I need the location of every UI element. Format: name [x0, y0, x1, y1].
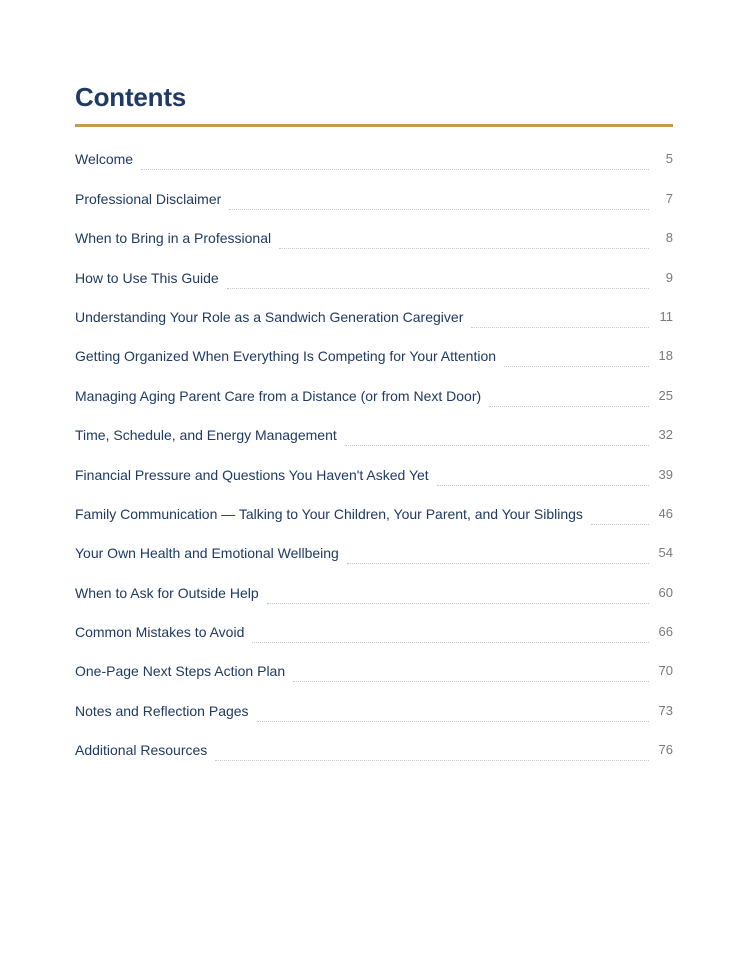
dot-leader — [215, 759, 649, 761]
toc-entry[interactable] — [75, 728, 673, 767]
toc-entry-page: 11 — [659, 308, 673, 324]
dot-leader — [347, 562, 649, 564]
toc-entry-page: 9 — [665, 269, 673, 285]
page-title: Contents — [75, 82, 187, 112]
dot-leader — [141, 168, 649, 170]
toc-entry-label: When to Ask for Outside Help — [75, 584, 259, 601]
toc-entry-page: 7 — [665, 190, 673, 206]
toc-entry-label: How to Use This Guide — [75, 269, 219, 286]
toc-entry-page: 39 — [658, 466, 673, 482]
table-of-contents — [75, 137, 673, 767]
toc-entry[interactable] — [75, 176, 673, 215]
toc-entry-label: Additional Resources — [75, 742, 208, 759]
title-divider — [75, 124, 673, 127]
toc-entry[interactable] — [75, 216, 673, 255]
toc-entry[interactable] — [75, 334, 673, 373]
toc-entry[interactable] — [75, 492, 673, 531]
toc-entry-page: 18 — [658, 348, 673, 364]
toc-entry-page: 76 — [658, 742, 673, 758]
toc-entry-label: Financial Pressure and Questions You Haven't Asked Yet — [75, 466, 429, 483]
dot-leader — [267, 602, 649, 604]
toc-entry[interactable] — [75, 413, 673, 452]
toc-entry-page: 5 — [665, 151, 673, 167]
toc-entry[interactable] — [75, 610, 673, 649]
toc-entry-label: Getting Organized When Everything Is Competing for Your Attention — [75, 348, 497, 365]
toc-entry-label: Managing Aging Parent Care from a Distance (or from Next Door) — [75, 387, 482, 404]
toc-entry[interactable] — [75, 373, 673, 412]
toc-entry-label: One-Page Next Steps Action Plan — [75, 663, 286, 680]
toc-entry-label: Understanding Your Role as a Sandwich Generation Caregiver — [75, 308, 464, 325]
toc-entry[interactable] — [75, 688, 673, 727]
toc-entry[interactable] — [75, 649, 673, 688]
dot-leader — [471, 326, 649, 328]
toc-entry-label: When to Bring in a Professional — [75, 230, 272, 247]
toc-entry[interactable] — [75, 452, 673, 491]
toc-entry-page: 8 — [665, 230, 673, 246]
toc-entry[interactable] — [75, 295, 673, 334]
dot-leader — [293, 680, 649, 682]
toc-entry-page: 66 — [658, 624, 673, 640]
toc-entry-label: Notes and Reflection Pages — [75, 702, 249, 719]
dot-leader — [227, 287, 649, 289]
dot-leader — [257, 720, 649, 722]
dot-leader — [504, 365, 649, 367]
toc-entry[interactable] — [75, 570, 673, 609]
toc-entry-label: Professional Disclaimer — [75, 190, 222, 207]
toc-entry[interactable] — [75, 137, 673, 176]
dot-leader — [489, 405, 649, 407]
toc-entry-page: 32 — [658, 427, 673, 443]
dot-leader — [591, 523, 649, 525]
toc-entry[interactable] — [75, 255, 673, 294]
dot-leader — [252, 641, 649, 643]
toc-entry-page: 46 — [658, 505, 673, 521]
toc-entry-page: 73 — [658, 702, 673, 718]
toc-entry-label: Common Mistakes to Avoid — [75, 624, 245, 641]
toc-entry-page: 25 — [658, 387, 673, 403]
toc-entry-label: Time, Schedule, and Energy Management — [75, 427, 337, 444]
toc-entry-label: Family Communication — Talking to Your Children, Your Parent, and Your Siblings — [75, 505, 583, 522]
toc-entry-page: 70 — [658, 663, 673, 679]
dot-leader — [229, 208, 649, 210]
toc-entry-page: 60 — [658, 584, 673, 600]
toc-entry-page: 54 — [658, 545, 673, 561]
contents-page — [75, 80, 673, 767]
dot-leader — [279, 247, 649, 249]
dot-leader — [345, 444, 649, 446]
toc-entry[interactable] — [75, 531, 673, 570]
toc-entry-label: Welcome — [75, 151, 134, 168]
dot-leader — [437, 484, 649, 486]
toc-entry-label: Your Own Health and Emotional Wellbeing — [75, 545, 339, 562]
